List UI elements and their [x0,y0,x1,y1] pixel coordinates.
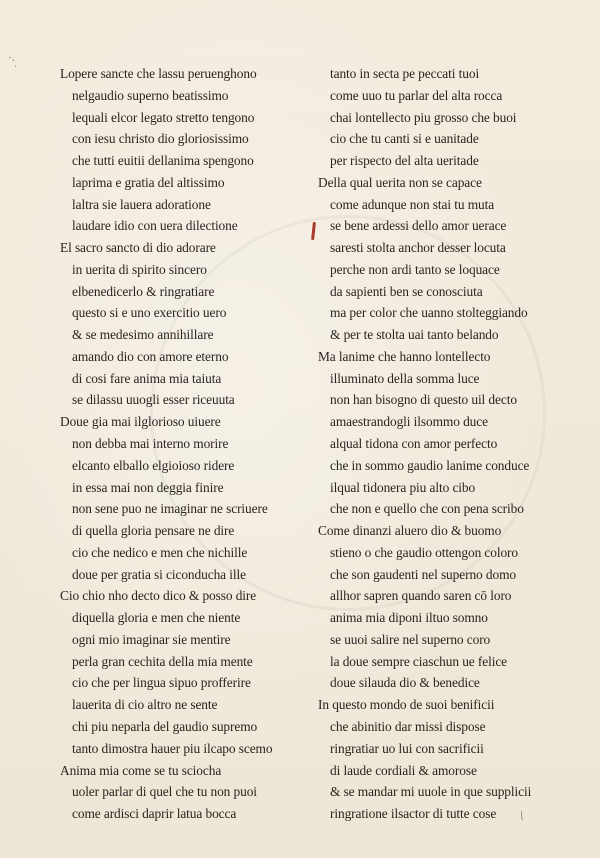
left-column-line: ogni mio imaginar sie mentire [72,631,231,647]
left-column-line: Cio chio nho decto dico & posso dire [60,588,257,604]
left-column-line: Anima mia come se tu sciocha [60,762,222,778]
left-column [60,63,310,825]
left-column-line: tanto dimostra hauer piu ilcapo scemo [72,740,273,756]
left-column-line: laltra sie lauera adoratione [72,196,211,212]
right-column-line: se bene ardessi dello amor uerace [330,218,507,234]
right-column-line: illuminato della somma luce [330,370,480,386]
left-column-line: nelgaudio superno beatissimo [72,87,229,103]
right-column-line: Della qual uerita non se capace [318,174,482,190]
left-column-line: Doue gia mai ilglorioso uiuere [60,414,221,430]
right-column-line: che in sommo gaudio lanime conduce [330,457,530,473]
right-column-line: Come dinanzi aluero dio & buomo [318,523,502,539]
right-column-line: che abinitio dar missi dispose [330,718,486,734]
left-column-line: cio che per lingua sipuo profferire [72,675,251,691]
right-column-line: saresti stolta anchor desser locuta [330,240,506,256]
left-column-line: questo si e uno exercitio uero [72,305,227,321]
right-column-line: ma per color che uanno stolteggiando [330,305,528,321]
left-column-line: non sene puo ne imaginar ne scriuere [72,501,268,517]
right-column-line: la doue sempre ciaschun ue felice [330,653,508,669]
right-column-line: che non e quello che con pena scribo [330,501,524,517]
right-column-line: non han bisogno di questo uil decto [330,392,517,408]
right-column-line: chai lontellecto piu grosso che buoi [330,109,517,125]
left-column-line: El sacro sancto di dio adorare [60,240,216,256]
right-column-line: & per te stolta uai tanto belando [330,327,499,343]
corner-annotation-2: · [14,62,18,73]
left-column-line: di cosi fare anima mia taiuta [72,370,222,386]
left-column-line: diquella gloria e men che niente [72,610,241,626]
left-column-line: se dilassu uuogli esser riceuuta [72,392,235,408]
left-column-line: di quella gloria pensare ne dire [72,523,235,539]
left-column-line: & se medesimo annihillare [72,327,214,343]
right-column-line: & se mandar mi uuole in que supplicii [330,784,532,800]
right-column-line: cio che tu canti si e uanitade [330,131,479,147]
right-column-line: ilqual tidonera piu alto cibo [330,479,476,495]
left-column-line: cio che nedico e men che nichille [72,544,248,560]
left-column-line: amando dio con amore eterno [72,348,229,364]
left-column-line: che tutti euitii dellanima spengono [72,153,254,169]
left-column-line: lauerita di cio altro ne sente [72,697,218,713]
right-column-line: doue silauda dio & benedice [330,675,480,691]
left-column-line: con iesu christo dio gloriosissimo [72,131,249,147]
right-column [318,63,568,825]
left-column-line: laprima e gratia del altissimo [72,174,225,190]
right-column-line: perche non ardi tanto se loquace [330,261,500,277]
left-column-line: elbenedicerlo & ringratiare [72,283,215,299]
right-column-line: Ma lanime che hanno lontellecto [318,348,491,364]
left-column-line: perla gran cechita della mia mente [72,653,253,669]
left-column-line: uoler parlar di quel che tu non puoi [72,784,257,800]
right-column-line: ringratiar uo lui con sacrificii [330,740,484,756]
left-column-line: lequali elcor legato stretto tengono [72,109,255,125]
left-column-line: laudare idio con uera dilectione [72,218,238,234]
right-column-line: tanto in secta pe peccati tuoi [330,66,480,81]
right-column-line: come adunque non stai tu muta [330,196,495,212]
right-column-line: di laude cordiali & amorose [330,762,477,778]
right-column-line: In questo mondo de suoi benificii [318,697,495,713]
right-column-line: amaestrandogli ilsommo duce [330,414,488,430]
left-column-line: in essa mai non deggia finire [72,479,224,495]
right-column-line: stieno o che gaudio ottengon coloro [330,544,519,560]
left-column-line: doue per gratia si ciconducha ille [72,566,246,582]
right-column-line: allhor sapren quando saren cō loro [330,588,512,604]
left-column-line: come ardisci daprir latua bocca [72,806,237,822]
right-column-line: come uuo tu parlar del alta rocca [330,87,503,103]
right-column-line: anima mia diponi iltuo somno [330,610,488,626]
left-column-line: Lopere sancte che lassu peruenghono [60,66,257,81]
left-column-line: elcanto elballo elgioioso ridere [72,457,235,473]
right-column-line: da sapienti ben se conosciuta [330,283,483,299]
right-column-line: alqual tidona con amor perfecto [330,436,498,452]
right-column-line: ringratione ilsactor di tutte cose [330,806,497,822]
left-column-line: chi piu neparla del gaudio supremo [72,718,258,734]
left-column-line: in uerita di spirito sincero [72,261,207,277]
left-column-line: non debba mai interno morire [72,436,229,452]
right-column-line: per rispecto del alta ueritade [330,153,479,169]
margin-stroke: / [516,807,527,824]
right-column-line: che son gaudenti nel superno domo [330,566,516,582]
corner-annotation: ·. [7,51,16,65]
right-column-line: se uuoi salire nel superno coro [330,631,491,647]
